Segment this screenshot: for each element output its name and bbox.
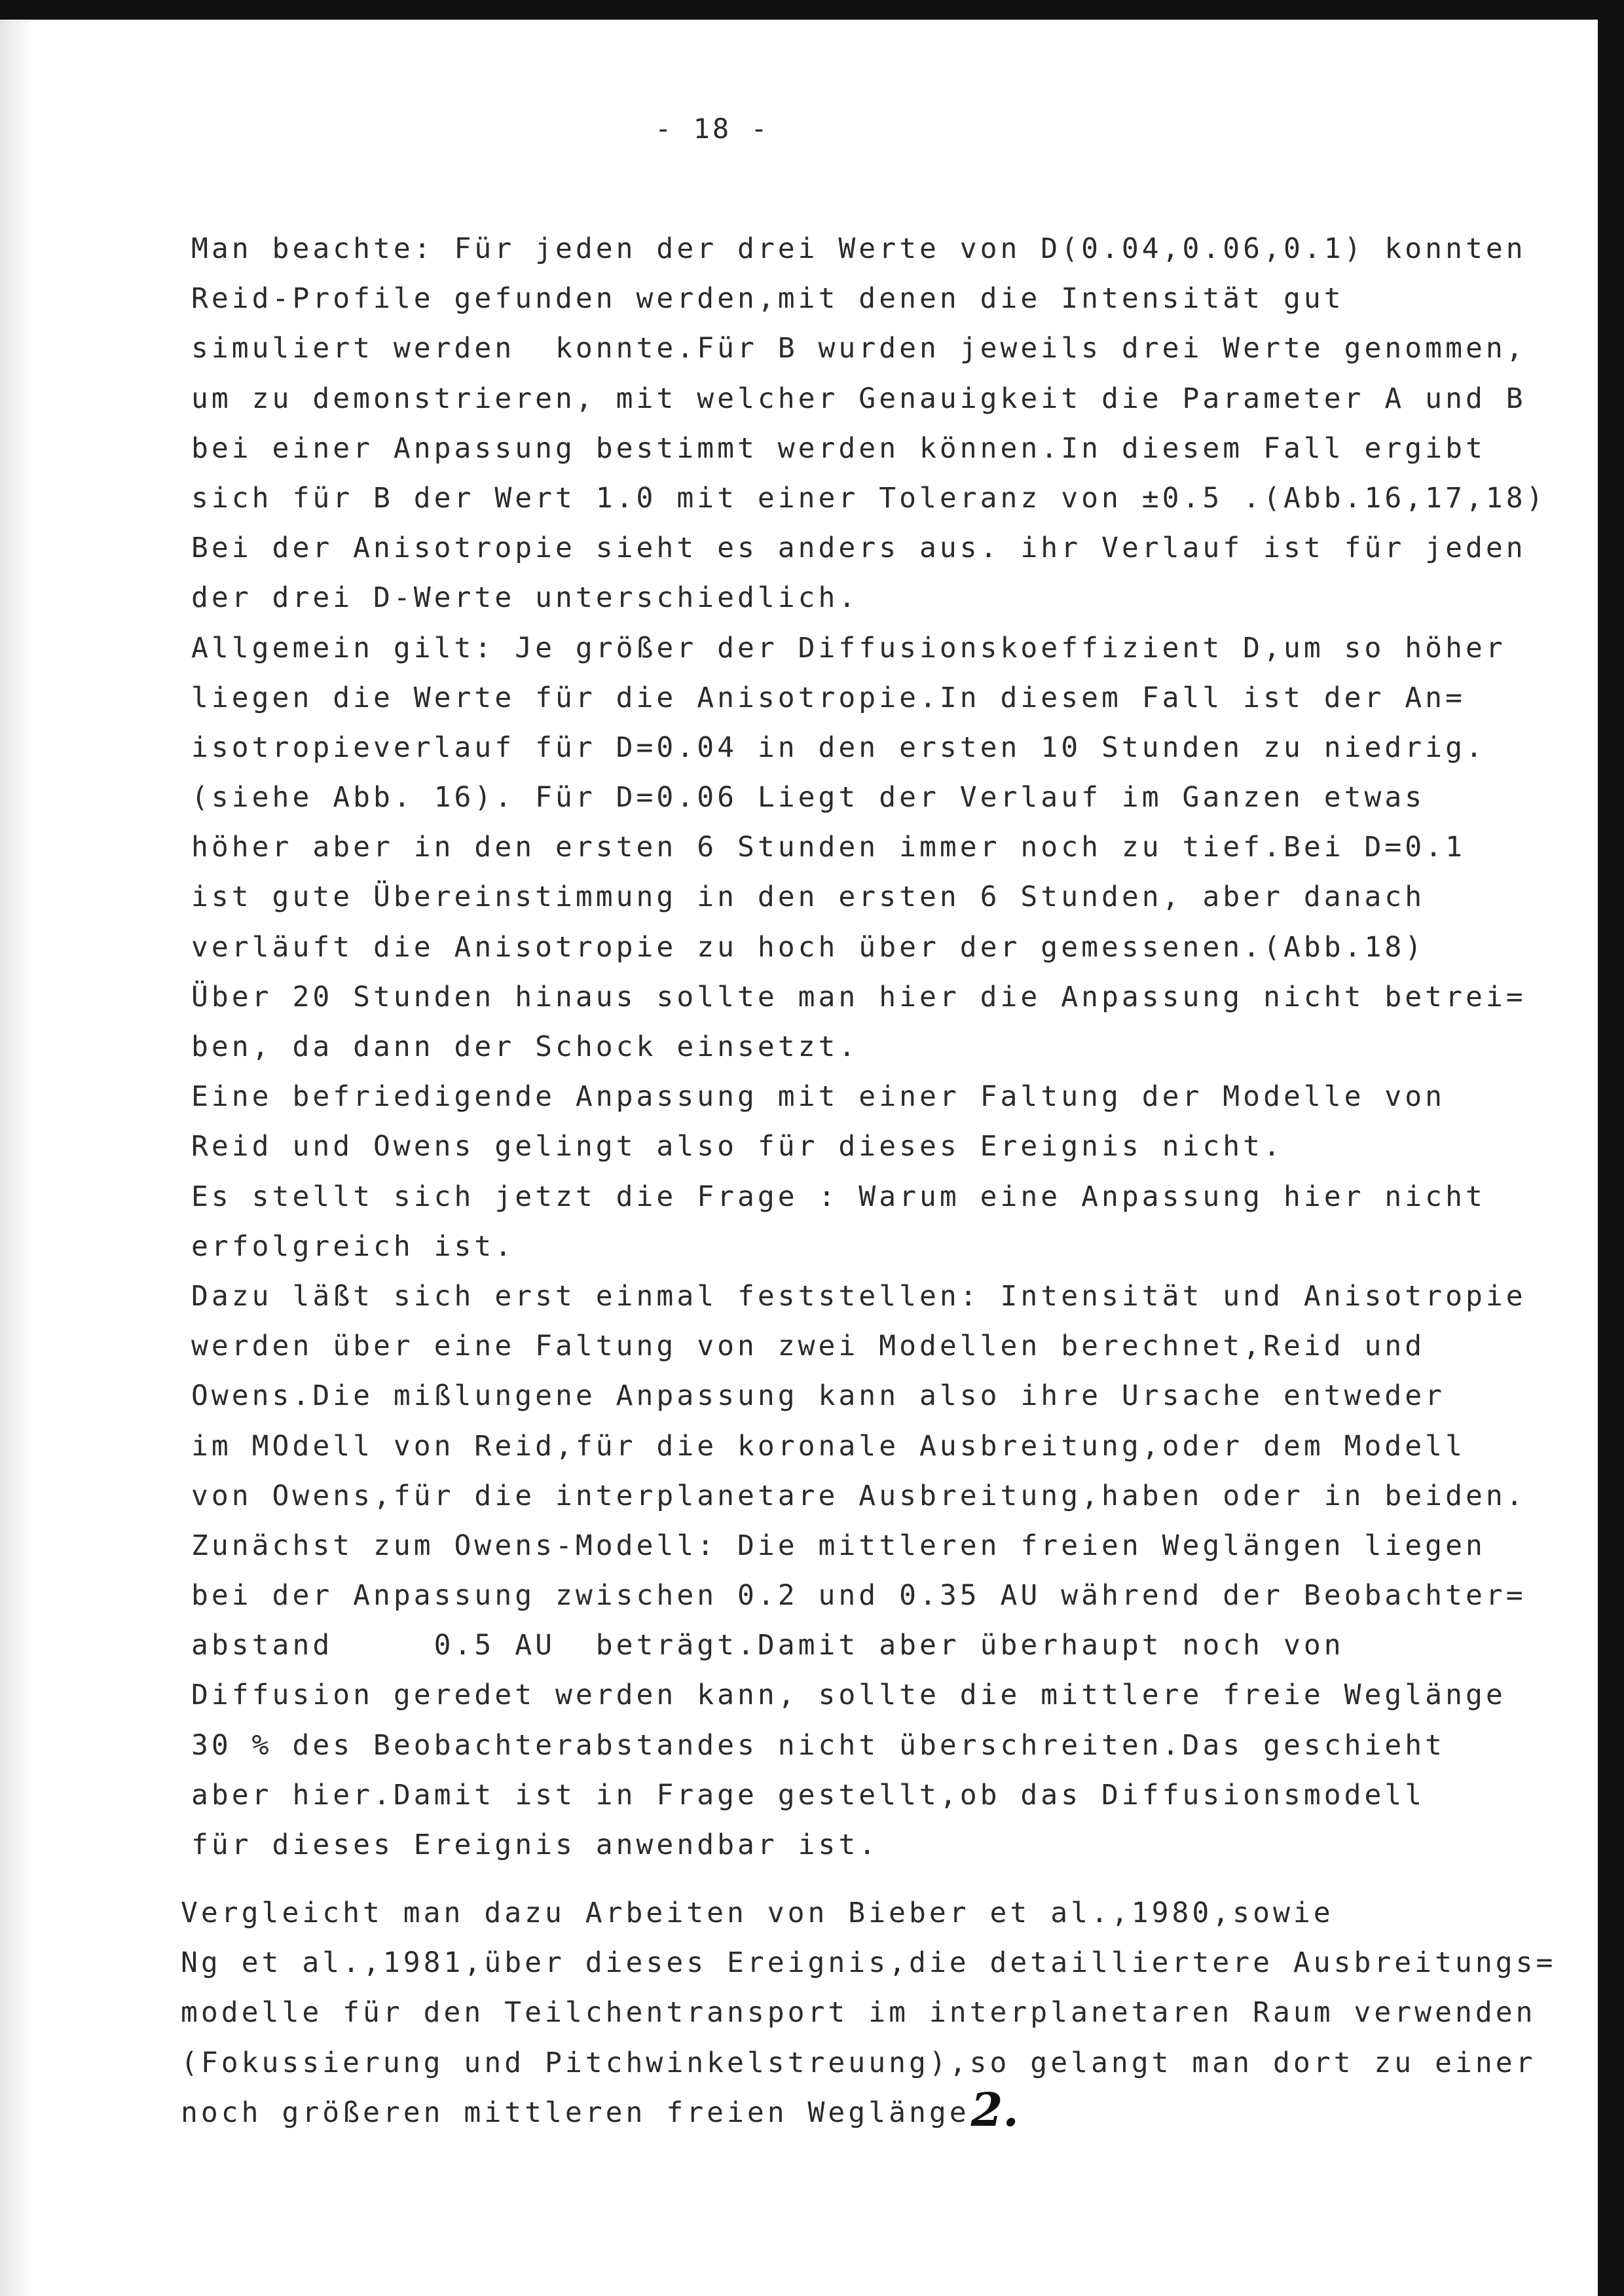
text-line: um zu demonstrieren, mit welcher Genauigkeit die Parameter A und B [191, 382, 1526, 415]
text-line: (Fokussierung und Pitchwinkelstreuung),so gelangt man dort zu einer [181, 2046, 1536, 2079]
text-line: isotropieverlauf für D=0.04 in den ersten 10 Stunden zu niedrig. [191, 731, 1486, 764]
text-line: modelle für den Teilchentransport im interplanetaren Raum verwenden [181, 1996, 1536, 2030]
text-line: Allgemein gilt: Je größer der Diffusionskoeffizient D,um so höher [191, 631, 1506, 665]
text-line: sich für B der Wert 1.0 mit einer Toleranz von ±0.5 .(Abb.16,17,18) [191, 481, 1547, 515]
text-line: bei der Anpassung zwischen 0.2 und 0.35 AU während der Beobachter= [191, 1579, 1526, 1613]
scan-top-border [0, 0, 1624, 20]
scan-right-border [1598, 0, 1624, 2296]
text-line: Es stellt sich jetzt die Frage : Warum eine Anpassung hier nicht [191, 1180, 1486, 1213]
body-text [191, 224, 1573, 1870]
page-number: - 18 - [655, 113, 770, 145]
text-line: (siehe Abb. 16). Für D=0.06 Liegt der Verlauf im Ganzen etwas [191, 781, 1426, 814]
text-line-last [181, 2082, 1582, 2138]
text-line: Über 20 Stunden hinaus sollte man hier die Anpassung nicht betrei= [191, 980, 1526, 1013]
text-line: für dieses Ereignis anwendbar ist. [191, 1829, 879, 1861]
text-line: Ng et al.,1981,über dieses Ereignis,die detailliertere Ausbreitungs= [181, 1946, 1557, 1980]
text-line: Bei der Anisotropie sieht es anders aus. ihr Verlauf ist für jeden [191, 532, 1526, 565]
text-line: Eine befriedigende Anpassung mit einer Faltung der Modelle von [191, 1080, 1446, 1114]
text-line: höher aber in den ersten 6 Stunden immer noch zu tief.Bei D=0.1 [191, 831, 1466, 864]
text-line: Diffusion geredet werden kann, sollte die mittlere freie Weglänge [191, 1679, 1506, 1712]
scan-left-shadow [0, 0, 33, 2296]
handwritten-footnote-mark: 2. [970, 2082, 1019, 2137]
text-line: bei einer Anpassung bestimmt werden können.In diesem Fall ergibt [191, 431, 1486, 465]
text-line: 30 % des Beobachterabstandes nicht überschreiten.Das geschieht [191, 1728, 1446, 1762]
second-paragraph [181, 1888, 1582, 2138]
text-line: liegen die Werte für die Anisotropie.In diesem Fall ist der An= [191, 681, 1466, 714]
text-line: Reid und Owens gelingt also für dieses Ereignis nicht. [191, 1130, 1283, 1163]
text-line: Owens.Die mißlungene Anpassung kann also ihre Ursache entweder [191, 1379, 1446, 1413]
text-line: werden über eine Faltung von zwei Modellen berechnet,Reid und [191, 1330, 1426, 1363]
text-line: ist gute Übereinstimmung in den ersten 6 Stunden, aber danach [191, 881, 1426, 914]
text-line: Man beachte: Für jeden der drei Werte von D(0.04,0.06,0.1) konnten [191, 232, 1526, 265]
text-line: der drei D-Werte unterschiedlich. [191, 581, 859, 615]
text-line: von Owens,für die interplanetare Ausbreitung,haben oder in beiden. [191, 1479, 1526, 1512]
text-line: Vergleicht man dazu Arbeiten von Bieber et al.,1980,sowie [181, 1897, 1334, 1929]
text-line: aber hier.Damit ist in Frage gestellt,ob das Diffusionsmodell [191, 1778, 1426, 1812]
text-line: verläuft die Anisotropie zu hoch über der gemessenen.(Abb.18) [191, 930, 1426, 964]
text-line: simuliert werden konnte.Für B wurden jeweils drei Werte genommen, [191, 332, 1526, 365]
text-line: Zunächst zum Owens-Modell: Die mittleren freien Weglängen liegen [191, 1529, 1486, 1562]
text-line-content: noch größeren mittleren freien Weglänge [181, 2096, 970, 2129]
text-line: ben, da dann der Schock einsetzt. [191, 1030, 859, 1063]
text-line: erfolgreich ist. [191, 1230, 515, 1263]
text-line: im MOdell von Reid,für die koronale Ausbreitung,oder dem Modell [191, 1429, 1466, 1463]
text-line: Reid-Profile gefunden werden,mit denen die Intensität gut [191, 282, 1344, 316]
text-line: Dazu läßt sich erst einmal feststellen: Intensität und Anisotropie [191, 1279, 1526, 1313]
text-line: abstand 0.5 AU beträgt.Damit aber überhaupt noch von [191, 1629, 1344, 1662]
